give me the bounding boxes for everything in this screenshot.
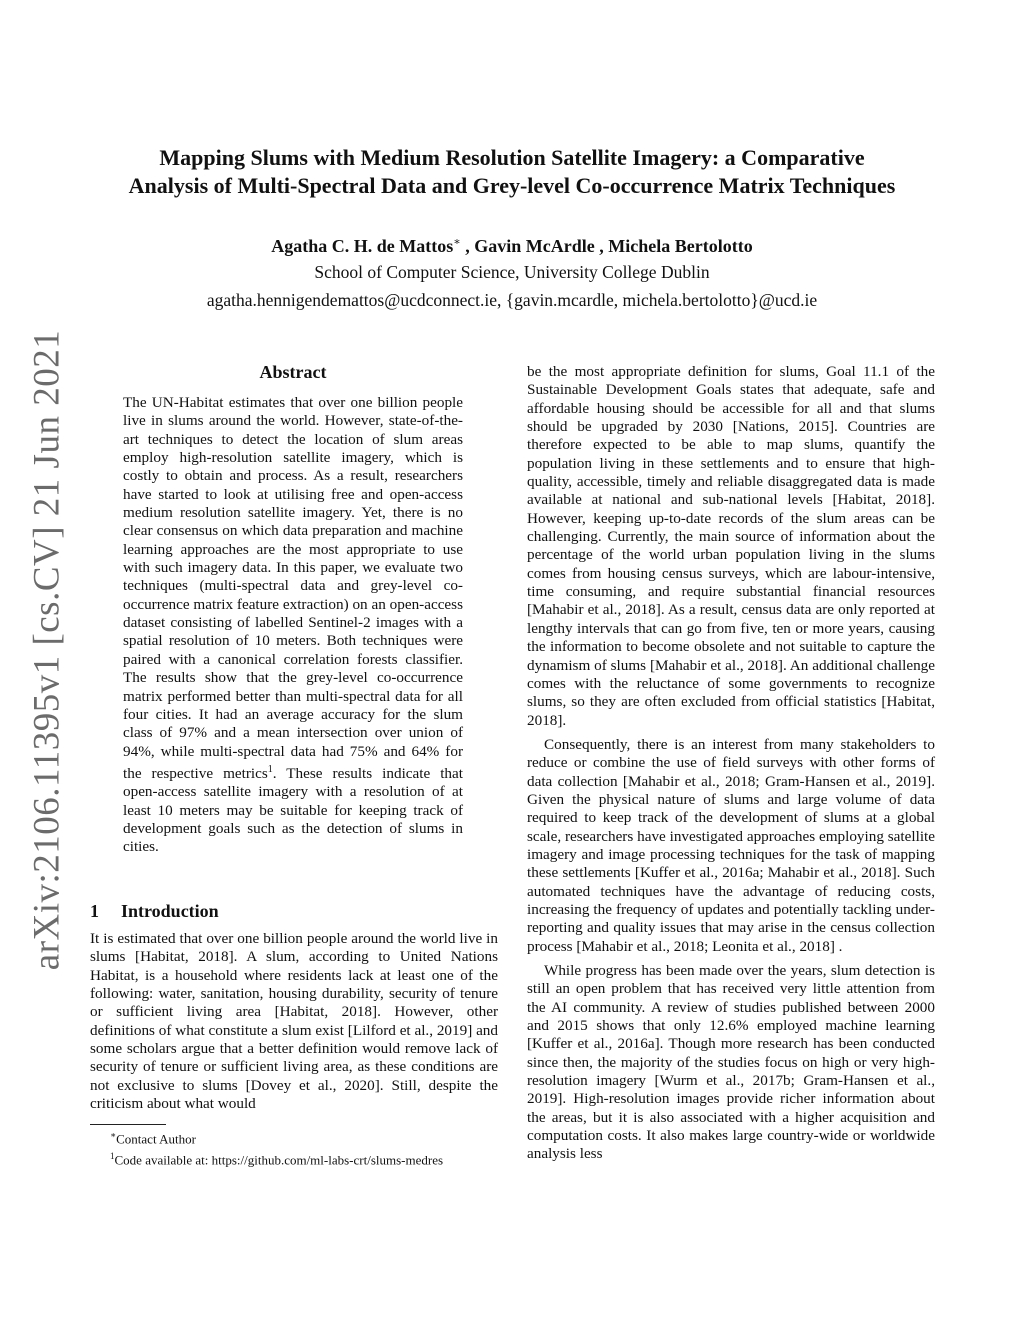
author-1: Agatha C. H. de Mattos: [271, 236, 454, 256]
body-paragraph: While progress has been made over the years, slum detection is still an open problem that has received very little attention from the AI community. A review of studies published between 2000 and 2015 shows that only 12.6% employed machine learning [Kuffer et al., 2016a]. Though more research has been conducted since then, the majority of the studies focus on high or very high-resolution imagery [Wurm et al., 2017b; Gram-Hansen et al., 2019]. High-resolution images provide richer information about the areas, but it is also associated with a higher acquisition and computation costs. It also makes large country-wide or worldwide analysis less: [527, 962, 935, 1163]
author-list: [80, 230, 944, 258]
introduction-paragraph: It is estimated that over one billion people around the world live in slums [Habitat, 2018]. A slum, according to United Nations Habitat, is a household where residents lack at least one of the following: water, sanitation, housing durability, security of tenure or sufficient living area [Habitat, 2018]. However, other definitions of what constitute a slum exist [Lilford et al., 2019] and some scholars argue that a better definition would remove lack of security of tenure or sufficient living area, as these conditions are not exclusive to slums [Dovey et al., 2020]. Still, despite the criticism about what would: [90, 930, 498, 1113]
footnote-text: Code available at: https://github.com/ml-labs-crt/slums-medres: [114, 1152, 444, 1168]
footnote-ref: 1: [267, 763, 273, 775]
paper-title: [80, 144, 944, 200]
footnote-text: Contact Author: [116, 1131, 196, 1147]
title-line-2: Analysis of Multi-Spectral Data and Grey-level Co-occurrence Matrix Techniques: [128, 173, 896, 198]
body-paragraph: Consequently, there is an interest from many stakeholders to reduce or combine the use of field surveys with other forms of data collection [Mahabir et al., 2018; Gram-Hansen et al., 2019]. Given the physical nature of slums and large volume of data required to keep track of the development of slums at a global scale, researchers have investigated approaches employing satellite imagery and image processing techniques for the task of mapping these settlements [Kuffer et al., 2016a; Mahabir et al., 2018]. Such automated techniques have the advantage of reducing costs, increasing the frequency of updates and potentially tackling under-reporting and quality issues that may arise in the census collection process [Mahabir et al., 2018; Leonita et al., 2018] .: [527, 735, 935, 955]
affiliation: School of Computer Science, University College Dublin: [314, 262, 710, 282]
footnote-rule: [90, 1124, 166, 1125]
body-paragraph: be the most appropriate definition for slums, Goal 11.1 of the Sustainable Development Goals states that adequate, safe and affordable housing should be accessible for all and that slums should be upgraded by 2030 [Nations, 2015]. Countries are therefore expected to be able to map slums, quantify the population living in these settlements and to ensure that high-quality, accessible, timely and reliable disaggregated data is made available at national and sub-national levels [Habitat, 2018]. However, keeping up-to-date records of the slum areas can be challenging. Currently, the main source of information about the percentage of the world urban population living in the slums comes from housing census surveys, which are labour-intensive, time consuming, and require substantial financial resources [Mahabir et al., 2018]. As a result, census data are only reported at lengthy intervals that can go from five, ten or more years, causing the information to become obsolete and not suitable to capture the dynamism of slums [Mahabir et al., 2018]. An additional challenge comes with the reluctance of some governments to recognize slums, so they are often excluded from official statistics [Habitat, 2018].: [527, 363, 935, 729]
footnote: [90, 1148, 498, 1169]
abstract-text: . These results indicate that open-access satellite imagery with a resolution of at least 10 meters may be suitable for keeping track of development goals such as the detection of slums in cities.: [123, 764, 463, 856]
title-line-1: Mapping Slums with Medium Resolution Satellite Imagery: a Comparative: [159, 145, 865, 170]
author-2: Gavin McArdle: [474, 236, 595, 256]
arxiv-identifier: arXiv:2106.11395v1 [cs.CV] 21 Jun 2021: [26, 329, 68, 971]
section-number: 1: [90, 901, 99, 921]
section-title: Introduction: [121, 901, 219, 921]
author-emails: agatha.hennigendemattos@ucdconnect.ie, {gavin.mcardle, michela.bertolotto}@ucd.ie: [206, 290, 818, 310]
abstract-heading: Abstract: [259, 362, 327, 382]
footnote: [90, 1127, 498, 1148]
abstract-text: The UN-Habitat estimates that over one billion people live in slums around the world. However, state-of-the-art techniques to detect the location of slum areas employ high-resolution satellite imagery, which is costly to obtain and process. As a result, researchers have started to look at utilising free and open-access medium resolution satellite imagery. Yet, there is no clear consensus on which data preparation and machine learning approaches are the most appropriate to use with such imagery data. In this paper, we evaluate two techniques (multi-spectral data and grey-level co-occurrence matrix feature extraction) on an open-access dataset consisting of labelled Sentinel-2 images with a spatial resolution of 10 meters. Both techniques were paired with a canonical correlation forests classifier. The results show that the grey-level co-occurrence matrix performed better than multi-spectral data for all four cities. It had an average accuracy for the slum class of 97% and a mean intersection over union of 94%, while multi-spectral data had 75% and 64% for the respective metrics: [123, 394, 463, 782]
abstract-body: [123, 394, 463, 857]
footnote-mark: ∗: [110, 1130, 117, 1140]
author-3: Michela Bertolotto: [608, 236, 753, 256]
footnotes: [90, 1127, 498, 1169]
right-column: [527, 363, 935, 1164]
section-heading-introduction: [90, 899, 219, 923]
author-separator: ,: [594, 236, 609, 256]
corresponding-author-mark: ∗: [453, 236, 461, 248]
footnote-mark: 1: [110, 1150, 115, 1161]
author-separator: ,: [460, 236, 475, 256]
